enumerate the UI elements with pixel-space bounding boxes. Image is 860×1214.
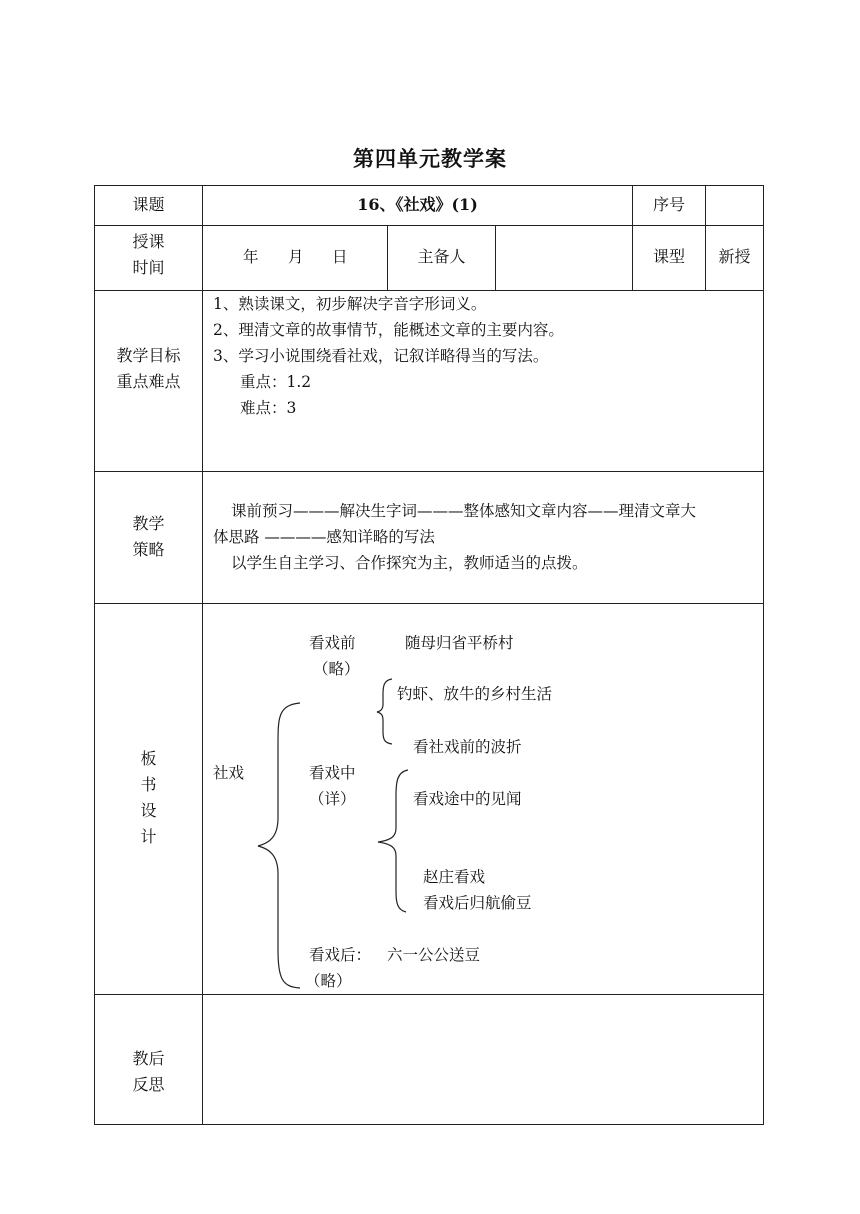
date-day: 日: [332, 248, 348, 266]
board-label-char: 设: [140, 801, 157, 820]
board-before-note: （略）: [313, 660, 360, 678]
goal-item: 2、理清文章的故事情节，能概述文章的主要内容。: [213, 321, 564, 339]
board-label-char: 书: [140, 775, 157, 794]
sub-brace-during: [378, 770, 408, 912]
goal-item: 3、学习小说围绕看社戏，记叙详略得当的写法。: [213, 347, 549, 365]
goal-item: 1、熟读课文，初步解决字音字形词义。: [213, 295, 487, 313]
board-after: 看戏后：: [309, 946, 372, 964]
page-title: 第四单元教学案: [353, 146, 507, 171]
time-label-line1: 授课: [132, 232, 165, 251]
topic-label: 课题: [132, 195, 165, 214]
topic-value: 16、《社戏》(1): [357, 195, 478, 214]
goals-label-line2: 重点难点: [116, 372, 181, 391]
strategy-line: 课前预习———解决生字词———整体感知文章内容——理清文章大: [231, 502, 697, 520]
reflection-label: [95, 1046, 202, 1098]
strategy-line: 以学生自主学习、合作探究为主，教师适当的点拨。: [231, 554, 588, 572]
strategy-label-line1: 教学: [132, 514, 165, 533]
board-after-note: （略）: [305, 972, 352, 990]
type-value: 新授: [718, 247, 751, 266]
preparer-label: 主备人: [417, 247, 466, 266]
board-during-item: 看戏途中的见闻: [413, 790, 522, 808]
board-during-item: 看戏后归航偷豆: [423, 894, 532, 912]
board-sub-item: 钓虾、放牛的乡村生活: [397, 685, 553, 703]
strategy-line: 体思路 ————感知详略的写法: [213, 528, 435, 546]
date-year: 年: [243, 248, 259, 266]
reflection-label-line2: 反思: [132, 1075, 165, 1094]
board-before: 看戏前: [309, 634, 356, 652]
serial-label: 序号: [652, 195, 685, 214]
type-label: 课型: [652, 247, 685, 266]
time-label-line2: 时间: [132, 258, 165, 277]
board-during-item: 赵庄看戏: [423, 868, 486, 886]
board-during-note: （详）: [309, 790, 356, 808]
key-point: 重点：1.2: [240, 373, 312, 391]
board-during: 看戏中: [309, 764, 356, 782]
goals-label-line1: 教学目标: [116, 346, 181, 365]
board-label-char: 计: [140, 827, 157, 846]
difficulty-point: 难点：3: [240, 399, 297, 417]
board-sub-item: 看社戏前的波折: [413, 738, 522, 756]
board-before-detail: 随母归省平桥村: [405, 634, 514, 652]
strategy-label-line2: 策略: [132, 540, 165, 559]
board-after-detail: 六一公公送豆: [387, 946, 481, 964]
date-month: 月: [288, 248, 304, 266]
main-brace: [258, 703, 300, 988]
reflection-label-line1: 教后: [132, 1049, 165, 1068]
board-root: 社戏: [213, 764, 245, 782]
board-label-char: 板: [140, 749, 157, 768]
sub-brace-before: [377, 679, 392, 744]
